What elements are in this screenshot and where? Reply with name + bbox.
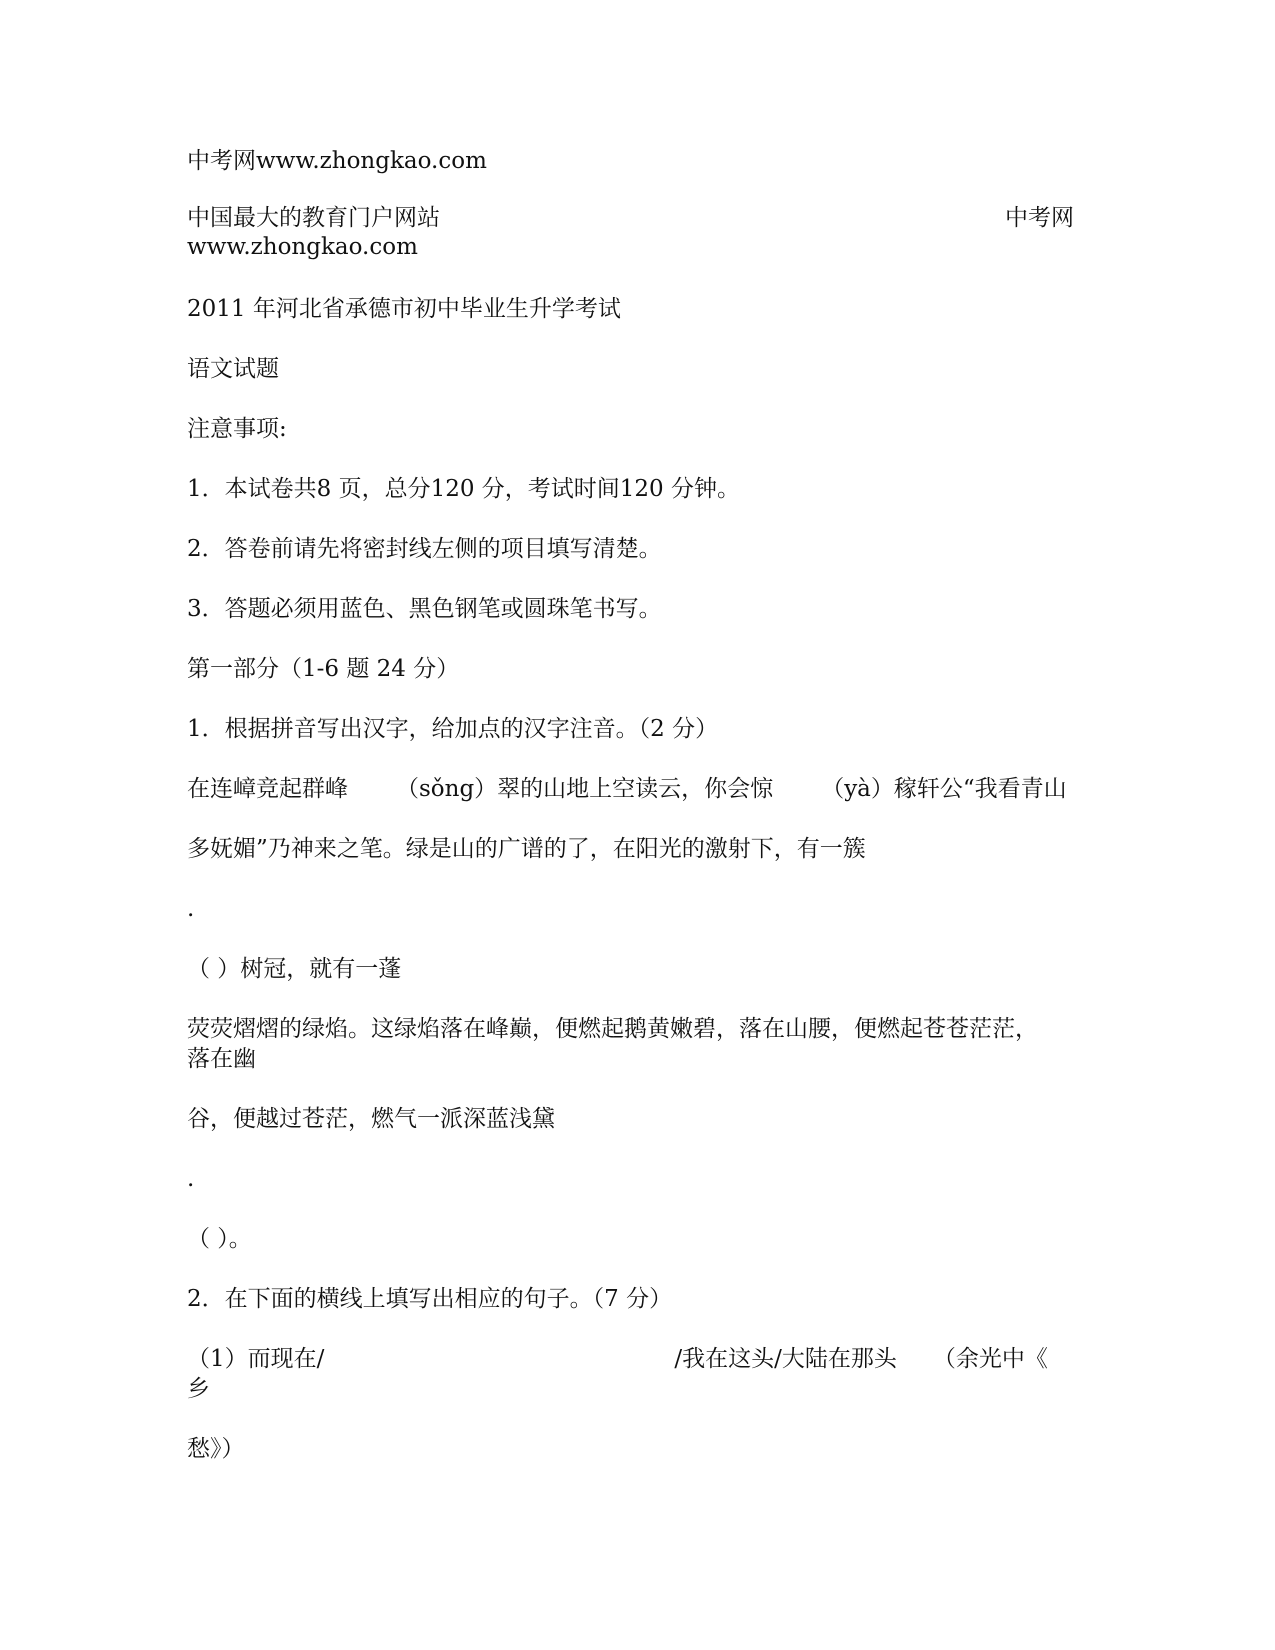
q2-prompt: 2．在下面的横线上填写出相应的句子。（7 分） xyxy=(187,1286,673,1312)
q1-dot-2: . xyxy=(187,1166,195,1192)
q2-line-1 xyxy=(187,1344,1048,1374)
q1-line-4: 荧荧熠熠的绿焰。这绿焰落在峰巅，便燃起鹅黄嫩碧，落在山腰，便燃起苍苍茫茫， xyxy=(187,1016,1038,1042)
q1-dot-1: . xyxy=(187,896,195,922)
q2-line-1-part-c: （余光中《 xyxy=(932,1346,1048,1372)
part1-heading: 第一部分（1-6 题 24 分） xyxy=(187,656,460,682)
exam-subject: 语文试题 xyxy=(187,356,279,382)
q2-line-2: 乡 xyxy=(187,1376,210,1402)
q2-line-3: 愁》） xyxy=(187,1436,245,1462)
q1-line-1 xyxy=(187,774,1067,804)
url-line: www.zhongkao.com xyxy=(187,234,418,260)
notes-heading: 注意事项: xyxy=(187,416,287,442)
q1-line-1-part-a: 在连嶂竞起群峰 xyxy=(187,776,348,802)
note-item-3: 3．答题必须用蓝色、黑色钢笔或圆珠笔书写。 xyxy=(187,596,662,622)
q1-prompt: 1．根据拼音写出汉字，给加点的汉字注音。（2 分） xyxy=(187,716,719,742)
q1-line-1-part-b: （sǒng）翠的山地上空读云，你会惊 xyxy=(396,776,774,802)
q2-line-1-part-b: /我在这头/大陆在那头 xyxy=(674,1346,897,1372)
note-item-1: 1．本试卷共8 页，总分120 分，考试时间120 分钟。 xyxy=(187,476,740,502)
q1-line-1-part-c: （yà）稼轩公“我看青山 xyxy=(821,776,1067,802)
q2-line-1-part-a: （1）而现在/ xyxy=(187,1346,325,1372)
q1-line-2: 多妩媚”乃神来之笔。绿是山的广谱的了，在阳光的激射下，有一簇 xyxy=(187,836,866,862)
tagline: 中国最大的教育门户网站 xyxy=(187,205,440,231)
exam-title: 2011 年河北省承德市初中毕业生升学考试 xyxy=(187,296,621,322)
q1-line-5: 落在幽 xyxy=(187,1046,256,1072)
site-label-right: 中考网 xyxy=(1005,205,1074,231)
q1-line-7: （ ）。 xyxy=(187,1226,252,1252)
q1-line-6: 谷，便越过苍茫，燃气一派深蓝浅黛 xyxy=(187,1106,555,1132)
note-item-2: 2．答卷前请先将密封线左侧的项目填写清楚。 xyxy=(187,536,662,562)
q1-line-3: （ ）树冠，就有一蓬 xyxy=(187,956,402,982)
site-line: 中考网www.zhongkao.com xyxy=(187,148,487,174)
